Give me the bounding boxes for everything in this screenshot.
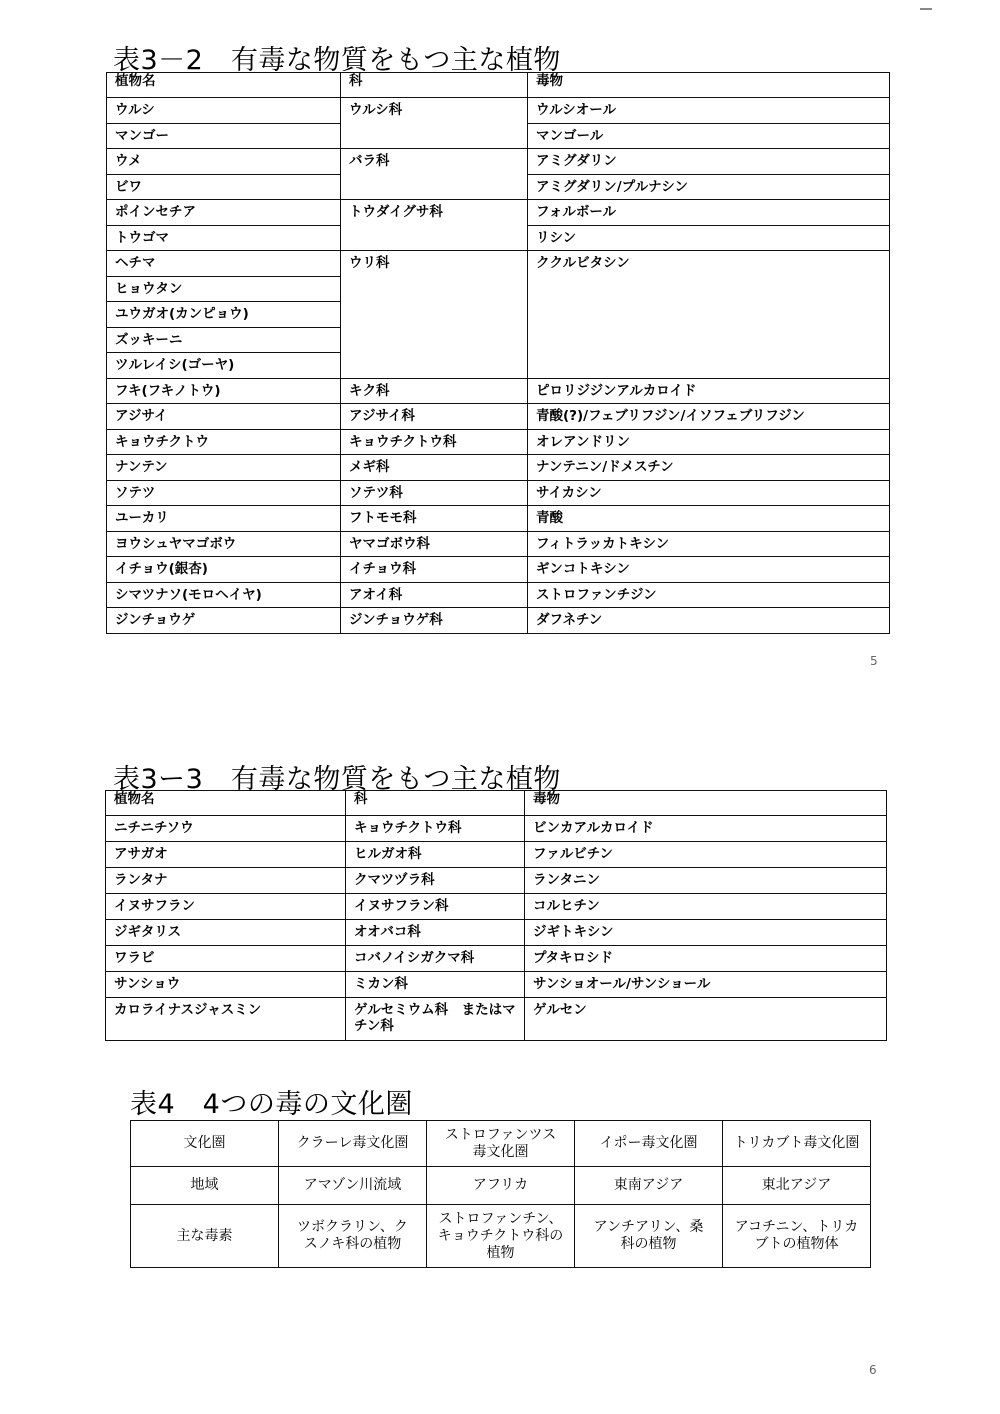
toxin-cell: リシン — [528, 226, 890, 251]
toxin-cell: 青酸 — [528, 506, 890, 532]
toxin-cell: サンショオール/サンショール — [525, 972, 887, 998]
plant-cell: ナンテン — [107, 455, 341, 481]
plant-cell: ソテツ — [107, 481, 341, 506]
table-cell: 東南アジア — [575, 1167, 723, 1205]
family-cell: イチョウ科 — [341, 557, 528, 583]
row-header-cell: 文化圏 — [131, 1121, 279, 1167]
toxin-cell: ナンテニン/ドメスチン — [528, 455, 890, 481]
table-3-2-title: 表3－2 有毒な物質をもつ主な植物 — [113, 45, 561, 76]
plant-cell: キョウチクトウ — [107, 430, 341, 455]
toxin-cell: ギンコトキシン — [528, 557, 890, 583]
plant-cell: ツルレイシ(ゴーヤ) — [107, 353, 341, 379]
toxin-cell: ウルシオール — [528, 98, 890, 124]
table-row — [106, 972, 887, 998]
scan-mark — [920, 8, 932, 10]
table-cell: ストロファンチン、キョウチクトウ科の植物 — [427, 1205, 575, 1268]
toxin-cell: フォルボール — [528, 200, 890, 226]
table-row — [107, 481, 890, 506]
header-cell: 植物名 — [107, 73, 341, 98]
family-cell: オオバコ科 — [346, 920, 525, 946]
table-row — [107, 455, 890, 481]
family-cell: コバノイシガクマ科 — [346, 946, 525, 972]
plant-cell: ジンチョウゲ — [107, 608, 341, 634]
family-cell: キク科 — [341, 379, 528, 404]
family-cell: ゲルセミウム科 またはマチン科 — [346, 998, 525, 1041]
toxin-cell: マンゴール — [528, 124, 890, 149]
family-cell: ヤマゴボウ科 — [341, 532, 528, 557]
table-cell: アマゾン川流域 — [279, 1167, 427, 1205]
plant-cell: ジギタリス — [106, 920, 346, 946]
table-row — [106, 920, 887, 946]
plant-cell: ヒョウタン — [107, 277, 341, 302]
toxin-cell: ククルビタシン — [528, 251, 890, 379]
table-cell: イポー毒文化圏 — [575, 1121, 723, 1167]
table-4-title: 表4 4つの毒の文化圏 — [130, 1089, 413, 1120]
table-header-row — [107, 73, 890, 98]
table-row — [106, 842, 887, 868]
plant-cell: カロライナスジャスミン — [106, 998, 346, 1041]
toxin-cell: 青酸(?)/フェブリフジン/イソフェブリフジン — [528, 404, 890, 430]
plant-cell: イヌサフラン — [106, 894, 346, 920]
toxin-cell: ピロリジジンアルカロイド — [528, 379, 890, 404]
toxin-cell: プタキロシド — [525, 946, 887, 972]
row-header-cell: 主な毒素 — [131, 1205, 279, 1268]
table-row — [107, 430, 890, 455]
header-cell: 植物名 — [106, 791, 346, 816]
plant-cell: ユーカリ — [107, 506, 341, 532]
plant-cell: ビワ — [107, 175, 341, 200]
plant-cell: ウルシ — [107, 98, 341, 124]
plant-cell: イチョウ(銀杏) — [107, 557, 341, 583]
plant-cell: アサガオ — [106, 842, 346, 868]
plant-cell: ウメ — [107, 149, 341, 175]
header-cell: 科 — [346, 791, 525, 816]
family-cell: アジサイ科 — [341, 404, 528, 430]
toxin-cell: サイカシン — [528, 481, 890, 506]
family-cell: キョウチクトウ科 — [346, 816, 525, 842]
header-cell: 毒物 — [528, 73, 890, 98]
family-cell: フトモモ科 — [341, 506, 528, 532]
table-row — [107, 379, 890, 404]
table-row — [107, 149, 890, 175]
header-cell: 科 — [341, 73, 528, 98]
plant-cell: ワラビ — [106, 946, 346, 972]
family-cell: ウルシ科 — [341, 98, 528, 149]
table-row — [107, 608, 890, 634]
row-header-cell: 地域 — [131, 1167, 279, 1205]
family-cell: キョウチクトウ科 — [341, 430, 528, 455]
page-number: 5 — [870, 654, 878, 668]
plant-cell: サンショウ — [106, 972, 346, 998]
table-3-3 — [105, 790, 887, 1041]
table-cell: クラーレ毒文化圏 — [279, 1121, 427, 1167]
table-row — [131, 1167, 871, 1205]
family-cell: トウダイグサ科 — [341, 200, 528, 251]
family-cell: イヌサフラン科 — [346, 894, 525, 920]
plant-cell: ヨウシュヤマゴボウ — [107, 532, 341, 557]
toxin-cell: オレアンドリン — [528, 430, 890, 455]
plant-cell: ポインセチア — [107, 200, 341, 226]
toxin-cell: コルヒチン — [525, 894, 887, 920]
family-cell: ヒルガオ科 — [346, 842, 525, 868]
family-cell: ソテツ科 — [341, 481, 528, 506]
table-cell: ストロファンツス毒文化圏 — [427, 1121, 575, 1167]
header-cell: 毒物 — [525, 791, 887, 816]
family-cell: バラ科 — [341, 149, 528, 200]
toxin-cell: ファルビチン — [525, 842, 887, 868]
table-row — [107, 200, 890, 226]
page-number: 6 — [869, 1363, 877, 1377]
toxin-cell: アミグダリン — [528, 149, 890, 175]
table-header-row — [106, 791, 887, 816]
family-cell: ジンチョウゲ科 — [341, 608, 528, 634]
family-cell: ミカン科 — [346, 972, 525, 998]
table-3-3-title: 表3ー3 有毒な物質をもつ主な植物 — [113, 764, 561, 795]
toxin-cell: フィトラッカトキシン — [528, 532, 890, 557]
table-cell: アフリカ — [427, 1167, 575, 1205]
table-cell: ツボクラリン、クスノキ科の植物 — [279, 1205, 427, 1268]
table-cell: アコチニン、トリカブトの植物体 — [723, 1205, 871, 1268]
toxin-cell: ジギトキシン — [525, 920, 887, 946]
table-row — [131, 1121, 871, 1167]
plant-cell: フキ(フキノトウ) — [107, 379, 341, 404]
plant-cell: ニチニチソウ — [106, 816, 346, 842]
toxin-cell: ランタニン — [525, 868, 887, 894]
table-cell: トリカブト毒文化圏 — [723, 1121, 871, 1167]
plant-cell: シマツナソ(モロヘイヤ) — [107, 583, 341, 608]
plant-cell: ズッキーニ — [107, 328, 341, 353]
toxin-cell: ダフネチン — [528, 608, 890, 634]
table-row — [106, 998, 887, 1041]
table-row — [107, 583, 890, 608]
toxin-cell: ビンカアルカロイド — [525, 816, 887, 842]
plant-cell: ヘチマ — [107, 251, 341, 277]
table-row — [107, 506, 890, 532]
table-row — [106, 816, 887, 842]
plant-cell: ユウガオ(カンピョウ) — [107, 302, 341, 328]
table-3-2 — [106, 72, 890, 634]
table-4 — [130, 1120, 871, 1268]
family-cell: メギ科 — [341, 455, 528, 481]
plant-cell: アジサイ — [107, 404, 341, 430]
table-row — [107, 98, 890, 124]
table-row — [131, 1205, 871, 1268]
table-row — [106, 868, 887, 894]
plant-cell: トウゴマ — [107, 226, 341, 251]
plant-cell: ランタナ — [106, 868, 346, 894]
family-cell: クマツヅラ科 — [346, 868, 525, 894]
table-row — [107, 557, 890, 583]
table-cell: アンチアリン、桑科の植物 — [575, 1205, 723, 1268]
table-row — [106, 894, 887, 920]
table-cell: 東北アジア — [723, 1167, 871, 1205]
table-row — [106, 946, 887, 972]
plant-cell: マンゴー — [107, 124, 341, 149]
table-row — [107, 251, 890, 277]
toxin-cell: ゲルセン — [525, 998, 887, 1041]
table-row — [107, 404, 890, 430]
toxin-cell: アミグダリン/プルナシン — [528, 175, 890, 200]
family-cell: ウリ科 — [341, 251, 528, 379]
table-row — [107, 532, 890, 557]
toxin-cell: ストロファンチジン — [528, 583, 890, 608]
family-cell: アオイ科 — [341, 583, 528, 608]
